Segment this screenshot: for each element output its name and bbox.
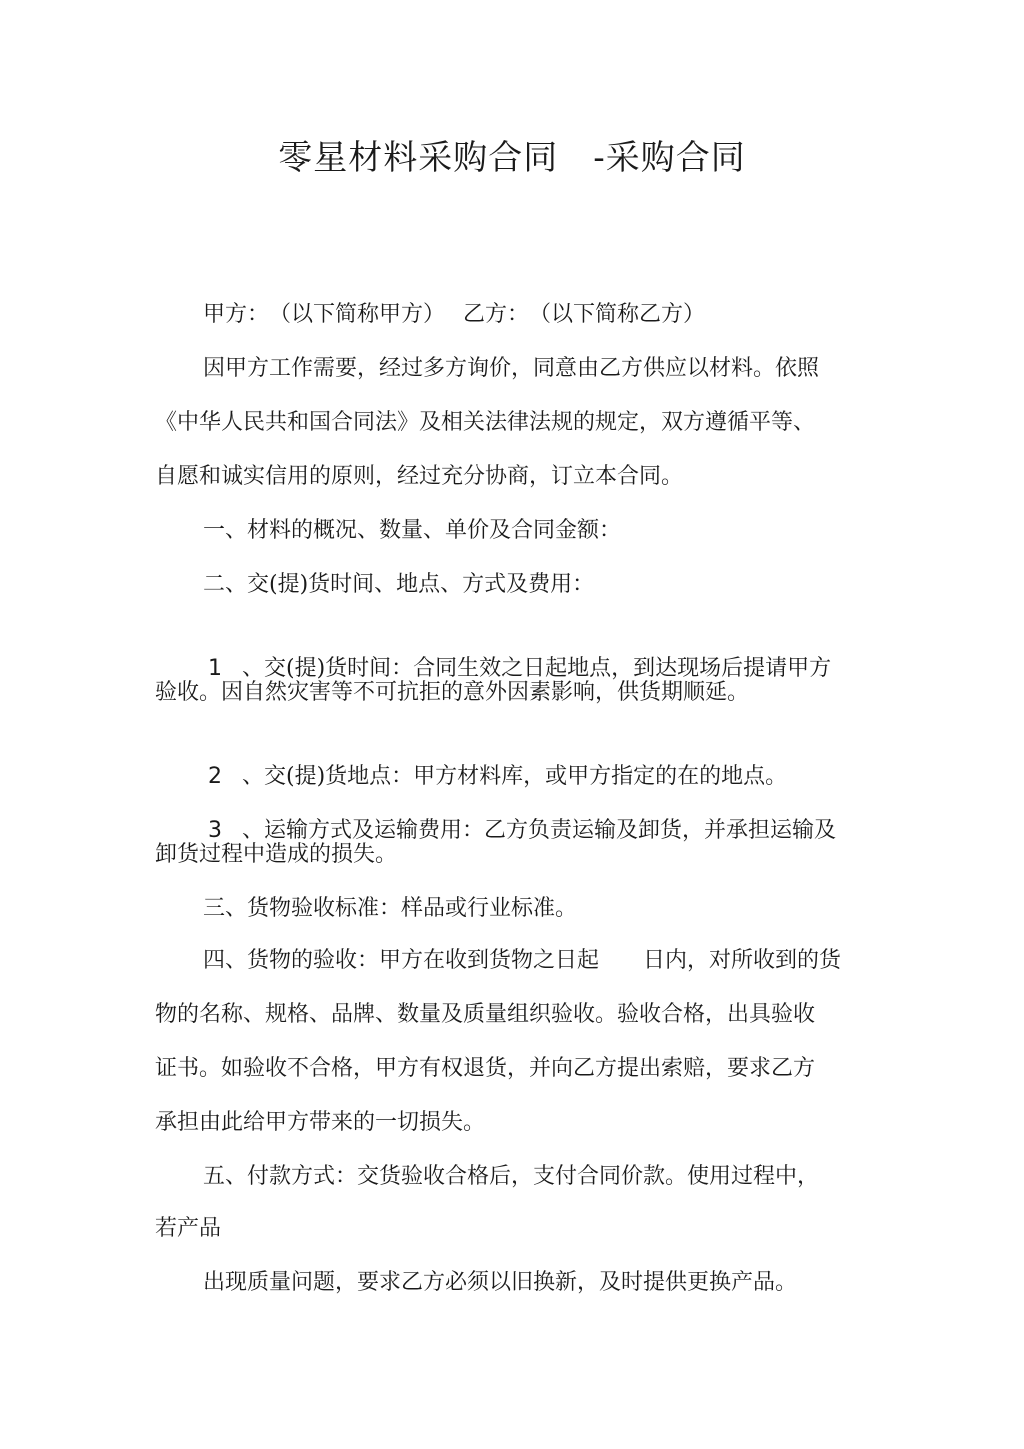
paragraph-line: 物的名称、规格、品牌、数量及质量组织验收。验收合格，出具验收 [155, 1002, 816, 1027]
section-heading: 二、交(提)货时间、地点、方式及费用： [203, 572, 595, 597]
paragraph-line: 若产品 [155, 1216, 222, 1241]
item-number: 2 [207, 764, 222, 789]
item-number: 1 [207, 656, 222, 681]
section-heading: 四、货物的验收：甲方在收到货物之日起 日内，对所收到的货 [203, 948, 842, 973]
paragraph-line: 承担由此给甲方带来的一切损失。 [155, 1110, 486, 1135]
party-line: 甲方： （以下简称甲方） 乙方： （以下简称乙方） [203, 302, 705, 327]
item-text: 、交(提)货时间：合同生效之日起地点，到达现场后提请甲方 [241, 656, 832, 681]
item-text: 、交(提)货地点：甲方材料库，或甲方指定的在的地点。 [241, 764, 788, 789]
paragraph-line: 卸货过程中造成的损失。 [155, 842, 398, 867]
paragraph-line: 出现质量问题，要求乙方必须以旧换新，及时提供更换产品。 [203, 1270, 798, 1295]
section-heading: 一、材料的概况、数量、单价及合同金额： [203, 518, 622, 543]
paragraph-line: 自愿和诚实信用的原则，经过充分协商，订立本合同。 [155, 464, 684, 489]
document-title: 零星材料采购合同 -采购合同 [278, 138, 746, 178]
section-heading: 五、付款方式：交货验收合格后，支付合同价款。使用过程中， [203, 1164, 820, 1189]
paragraph-line: 《中华人民共和国合同法》及相关法律法规的规定，双方遵循平等、 [155, 410, 816, 435]
item-number: 3 [207, 818, 222, 843]
paragraph-line: 因甲方工作需要，经过多方询价，同意由乙方供应以材料。依照 [203, 356, 820, 381]
item-text: 、运输方式及运输费用：乙方负责运输及卸货，并承担运输及 [241, 818, 836, 843]
paragraph-line: 验收。因自然灾害等不可抗拒的意外因素影响，供货期顺延。 [155, 680, 750, 705]
paragraph-line: 证书。如验收不合格，甲方有权退货，并向乙方提出索赔，要求乙方 [155, 1056, 816, 1081]
section-heading: 三、货物验收标准：样品或行业标准。 [203, 896, 578, 921]
